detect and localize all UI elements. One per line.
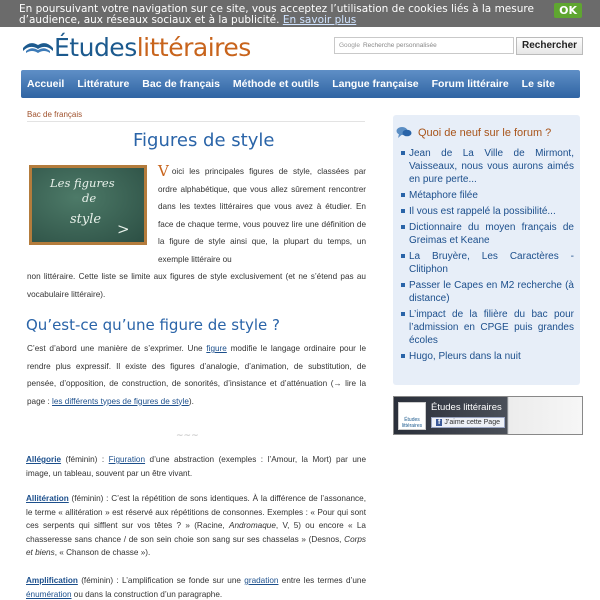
p2-text-b: modifie le langage ordinaire pour le rendre plus expressif. Il existe des figures d’analogie, d’animation, de substitution, de pensée, d’opposition, de construction, de sonorités, d’insistance et d’atténuation (→ lire la page : [27, 344, 366, 406]
def2-italic-1: Andromaque [228, 521, 276, 530]
figuration-link[interactable]: Figuration [108, 455, 146, 464]
intro-text-b: non littéraire. Cette liste se limite aux figures de style exclusivement (et ne s’étend pas au vocabulaire littéraire). [27, 272, 366, 299]
hero-text-3: style [70, 212, 102, 227]
breadcrumb[interactable]: Bac de français [27, 110, 83, 119]
forum-item[interactable]: Il vous est rappelé la possibilité... [401, 205, 574, 218]
page-title: Figures de style [133, 130, 275, 151]
main-nav [21, 70, 580, 98]
search-form [334, 37, 583, 55]
sidebar-header [396, 126, 551, 139]
facebook-widget [393, 396, 583, 435]
def3-text-b: entre les termes d’une [281, 576, 366, 585]
cookie-text: En poursuivant votre navigation sur ce site, vous acceptez l’utilisation de cookies liés à la mesure d’audience, aux réseaux sociaux et à la publicité. [19, 3, 534, 26]
logo-word-2: littéraires [136, 33, 251, 62]
forum-item[interactable]: La Bruyère, Les Caractères - Clitiphon [401, 250, 574, 276]
ornament-divider: ~~~ [176, 431, 199, 441]
definition-entry [26, 492, 366, 560]
hero-chalkboard-image [29, 165, 147, 245]
definition-paragraph [27, 340, 366, 410]
def3-text-c: ou dans la construction d’un paragraphe. [73, 589, 223, 599]
types-link[interactable]: les différents types de figures de style [52, 396, 189, 406]
hero-text-1: Les figures [50, 176, 115, 190]
nav-forum[interactable]: Forum littéraire [431, 78, 509, 90]
def1-text-a: (féminin) : [65, 455, 105, 464]
forum-item[interactable]: L’impact de la filière du bac pour l’admission en CPGE puis grandes écoles [401, 308, 574, 347]
definition-entry [26, 453, 366, 480]
forum-item[interactable]: Hugo, Pleurs dans la nuit [401, 350, 574, 363]
term-alliteration[interactable]: Allitération [26, 494, 69, 503]
term-allegorie[interactable]: Allégorie [26, 455, 62, 464]
speech-bubble-icon [396, 126, 412, 139]
nav-litterature[interactable]: Littérature [77, 78, 130, 90]
facebook-icon: f [438, 419, 441, 426]
fb-page-name[interactable]: Études littéraires [431, 402, 502, 413]
def2-text-a: (féminin) : C’est la répétition de sons identiques. À la différence de l’assonance, le terme « allitération » est réservé aux répétitions de consonnes. Exemples : « Pour qui sont ces serpents qui sifflent sur vos têtes ? » (Racine, [26, 494, 366, 530]
p2-text-c: ). [188, 396, 194, 406]
forum-item[interactable]: Dictionnaire du moyen français de Greimas et Keane [401, 221, 574, 247]
def1-text-b: d’une abstraction (exemples : l’Amour, la Mort) par une image, un tableau, souvent par un être vivant. [26, 455, 367, 478]
forum-list [401, 147, 574, 366]
fb-page-logo[interactable]: Études littéraires [398, 402, 426, 430]
def2-italic-2: Corps et biens [26, 534, 366, 557]
divider [27, 121, 365, 122]
book-icon [22, 39, 54, 57]
site-logo[interactable] [22, 33, 251, 62]
forum-item[interactable]: Jean de La Ville de Mirmont, Vaisseaux, nous vous aurons aimés en pure perte... [401, 147, 574, 186]
search-brand: Google [339, 42, 360, 49]
forum-item[interactable]: Métaphore filée [401, 189, 574, 202]
logo-word-1: Études [54, 33, 137, 62]
def2-text-c: , « Chanson de chasse »). [54, 548, 151, 557]
intro-paragraph [158, 163, 366, 268]
search-placeholder: Recherche personnalisée [362, 42, 437, 49]
p2-text-a: C’est d’abord une manière de s’exprimer. Une [27, 344, 203, 353]
hero-text-2: de [82, 191, 97, 205]
drop-cap: V [158, 162, 169, 180]
intro-text-a: oici les principales figures de style, classées par ordre alphabétique, que vous allez sûrement rencontrer dans les textes littéraires que vous avez à étudier. En face de chaque terme, vous pouvez lire une définition de la figure de style ainsi que, la plupart du temps, un exemple littéraire ou [158, 167, 366, 264]
nav-langue[interactable]: Langue française [332, 78, 419, 90]
nav-accueil[interactable]: Accueil [27, 78, 65, 90]
sidebar-title[interactable]: Quoi de neuf sur le forum ? [418, 126, 552, 139]
def3-text-a: (féminin) : L’amplification se fonde sur une [81, 576, 241, 585]
section-heading: Qu’est-ce qu’une figure de style ? [26, 316, 280, 334]
cookie-more-link[interactable]: En savoir plus [282, 14, 357, 26]
hero-arrow: > [117, 220, 130, 238]
fb-like-label: J’aime cette Page [444, 419, 500, 426]
definition-entry [26, 574, 366, 600]
nav-site[interactable]: Le site [521, 78, 555, 90]
forum-sidebar [393, 115, 580, 385]
forum-item[interactable]: Passer le Capes en M2 recherche (à distance) [401, 279, 574, 305]
search-input[interactable] [334, 37, 514, 54]
cookie-ok-button[interactable]: OK [554, 3, 582, 18]
def2-text-b: , V, 5) ou encore « La chasseresse sans chance / de son sein choie son sang sur ses chasselas » (Desnos, [26, 521, 366, 544]
search-button[interactable]: Rechercher [516, 37, 583, 55]
figure-link[interactable]: figure [206, 344, 227, 353]
enumeration-link[interactable]: énumération [26, 589, 72, 599]
term-amplification[interactable]: Amplification [26, 576, 78, 585]
gradation-link[interactable]: gradation [244, 576, 279, 585]
nav-methode[interactable]: Méthode et outils [232, 78, 320, 90]
fb-like-button[interactable] [431, 417, 505, 428]
nav-bac[interactable]: Bac de français [142, 78, 220, 90]
cookie-banner [0, 0, 600, 27]
